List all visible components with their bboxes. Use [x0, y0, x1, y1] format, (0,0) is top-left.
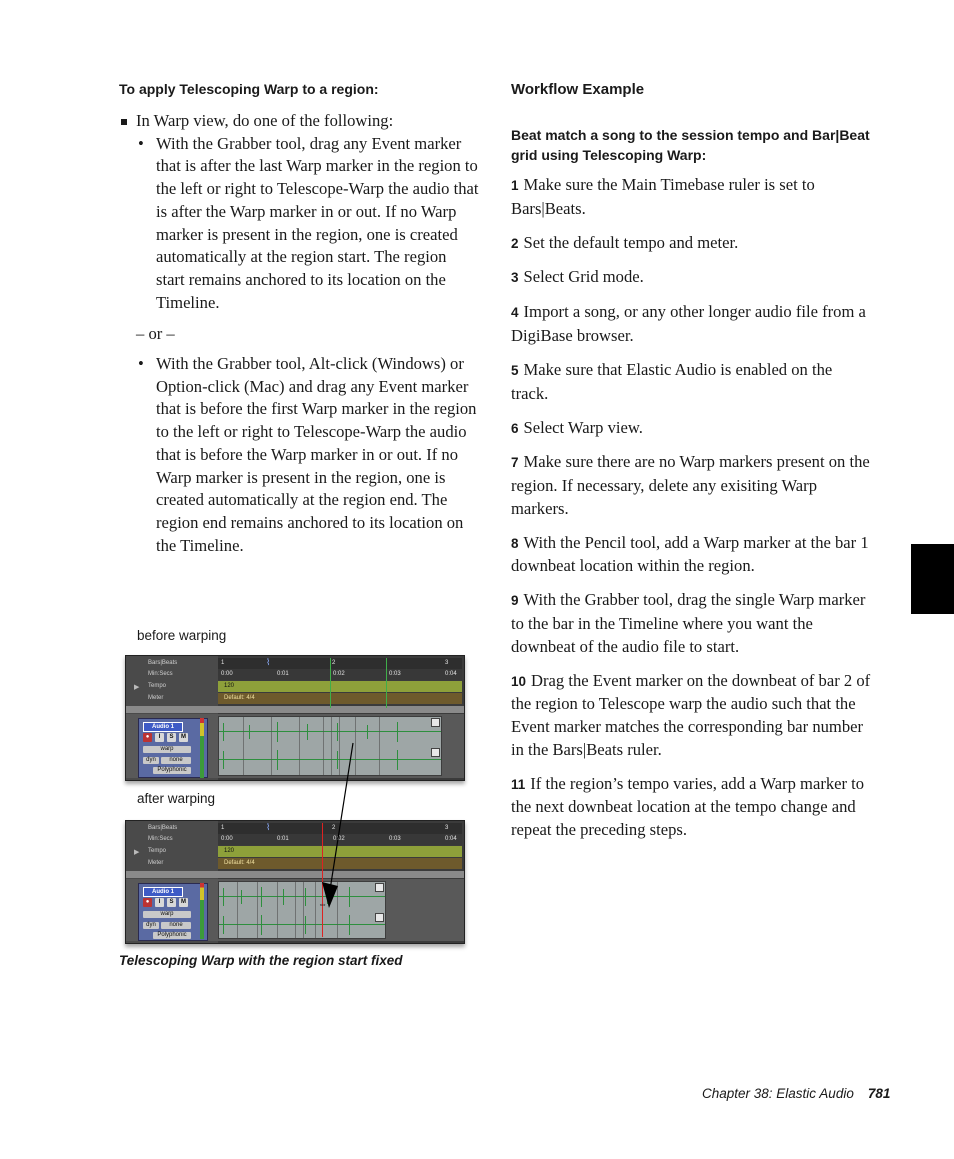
- transient: [223, 723, 224, 741]
- figure-caption: Telescoping Warp with the region start fixed: [119, 953, 403, 968]
- option-2: [119, 353, 479, 557]
- step-number: 11: [511, 776, 526, 792]
- step-7: [511, 451, 873, 520]
- event-marker[interactable]: [315, 882, 316, 938]
- transient: [305, 888, 306, 906]
- tempo-ruler: [218, 681, 462, 692]
- track-controls: [138, 883, 208, 941]
- solo-button[interactable]: S: [167, 733, 176, 742]
- workflow-heading: Workflow Example: [511, 81, 645, 98]
- step-8: [511, 532, 873, 578]
- step-number: 5: [511, 362, 519, 378]
- step-4: [511, 301, 873, 347]
- sec-tick: 0:04: [445, 836, 457, 842]
- region-corner-icon[interactable]: [431, 748, 440, 757]
- option-1: [119, 133, 479, 315]
- mute-button[interactable]: M: [181, 899, 186, 905]
- step-5: [511, 359, 873, 405]
- step-11: [511, 773, 873, 842]
- bullet-dot-icon: •: [138, 133, 144, 153]
- bar-tick: 3: [445, 660, 449, 666]
- grid-line: [330, 658, 331, 708]
- transient: [337, 723, 338, 741]
- step-text: Import a song, or any other longer audio file from a DigiBase browser.: [511, 302, 866, 346]
- bar-tick: 1: [221, 825, 225, 831]
- sec-tick: 0:03: [389, 836, 401, 842]
- ruler-label-bars: Bars|Beats: [148, 660, 178, 666]
- step-number: 2: [511, 235, 519, 251]
- step-number: 6: [511, 420, 519, 436]
- bars-ruler: [218, 658, 462, 669]
- workflow-steps: [511, 174, 873, 853]
- transient: [397, 722, 398, 742]
- ruler-label-meter: Meter: [148, 695, 164, 701]
- transient: [261, 915, 262, 935]
- footer-chapter: Chapter 38: Elastic Audio: [702, 1086, 854, 1101]
- audio-track: [126, 714, 464, 778]
- page-number: 781: [867, 1086, 891, 1101]
- dyn-selector[interactable]: dyn: [143, 757, 159, 764]
- track-name[interactable]: Audio 1: [143, 887, 183, 897]
- dyn-selector[interactable]: dyn: [143, 922, 159, 929]
- solo-button[interactable]: S: [167, 898, 176, 907]
- step-1: [511, 174, 873, 220]
- bar-tick: 1: [221, 660, 225, 666]
- step-10: [511, 670, 873, 762]
- ruler-label-tempo: Tempo: [148, 683, 167, 689]
- step-2: [511, 232, 873, 256]
- workflow-subheading: Beat match a song to the session tempo and Bar|Beat grid using Telescoping Warp:: [511, 127, 870, 163]
- input-button[interactable]: I: [155, 898, 164, 907]
- region-corner-icon[interactable]: [375, 883, 384, 892]
- waveform-top: [219, 896, 385, 897]
- step-text: Make sure there are no Warp markers present on the region. If necessary, delete any exisiting Warp markers.: [511, 452, 870, 518]
- level-meter: [200, 883, 204, 939]
- step-3: [511, 266, 873, 290]
- step-text: Drag the Event marker on the downbeat of bar 2 of the region to Telescope warp the audio such that the Event marker matches the corresponding bar number in the Bars|Beats ruler.: [511, 670, 871, 759]
- transient: [241, 890, 242, 904]
- divider-strip: [126, 706, 464, 713]
- sec-tick: 0:02: [333, 836, 345, 842]
- arrow-head-icon: [322, 882, 338, 908]
- step-text: With the Grabber tool, drag the single Warp marker to the bar in the Timeline where you want the downbeat of the audio file to start.: [511, 590, 866, 656]
- record-button[interactable]: ●: [143, 733, 152, 742]
- event-marker[interactable]: [271, 717, 272, 775]
- expand-triangle-icon[interactable]: ▶: [134, 849, 140, 856]
- chapter-thumb-tab: [911, 544, 954, 614]
- warp-marker-icon: ⌇: [266, 657, 271, 667]
- meter-value: Default: 4/4: [224, 860, 255, 866]
- transient: [223, 916, 224, 934]
- view-selector[interactable]: warp: [143, 746, 191, 753]
- sec-tick: 0:01: [277, 836, 289, 842]
- sec-tick: 0:01: [277, 671, 289, 677]
- screenshot-before: [125, 655, 465, 781]
- bullet-intro: [119, 110, 479, 133]
- sec-tick: 0:00: [221, 671, 233, 677]
- audio-track: [126, 879, 464, 941]
- tempo-value: 120: [224, 683, 235, 689]
- transient: [283, 889, 284, 905]
- procedure-body: [119, 110, 479, 557]
- step-text: Make sure the Main Timebase ruler is set to Bars|Beats.: [511, 175, 815, 218]
- transient: [397, 750, 398, 770]
- bar-tick: 3: [445, 825, 449, 831]
- meter-value: Default: 4/4: [224, 695, 255, 701]
- bar-tick: 2: [332, 660, 336, 666]
- waveform-bottom: [219, 924, 385, 925]
- bullet-dot-icon: •: [138, 354, 144, 374]
- region-corner-icon[interactable]: [431, 718, 440, 727]
- ruler-label-tempo: Tempo: [148, 848, 167, 854]
- ruler-label-bars: Bars|Beats: [148, 825, 178, 831]
- step-9: [511, 589, 873, 658]
- transient: [277, 750, 278, 770]
- sec-tick: 0:03: [389, 671, 401, 677]
- transient: [223, 751, 224, 769]
- event-marker[interactable]: [277, 882, 278, 938]
- page-footer: [702, 1086, 890, 1101]
- audio-region[interactable]: [218, 881, 386, 939]
- option-2-text: With the Grabber tool, Alt-click (Windows) or Option-click (Mac) and drag any Event marker that is before the first Warp marker in the region to the left or right to Telescope-Warp the audio that is before the Warp marker in or out. If no Warp marker is present in the region, one is created automatically at the region end. The region end remains anchored to its location on the Timeline.: [156, 354, 477, 555]
- transient: [261, 887, 262, 907]
- track-controls: [138, 718, 208, 778]
- step-number: 8: [511, 535, 519, 551]
- meter-ruler: [218, 693, 462, 704]
- step-number: 4: [511, 305, 519, 321]
- sec-tick: 0:04: [445, 671, 457, 677]
- drag-arrow: [318, 740, 358, 910]
- transient: [349, 915, 350, 935]
- transient: [249, 725, 250, 739]
- step-number: 3: [511, 270, 519, 286]
- step-text: With the Pencil tool, add a Warp marker at the bar 1 downbeat location within the region.: [511, 532, 869, 576]
- bullet-intro-text: In Warp view, do one of the following:: [136, 111, 394, 130]
- dyn-value[interactable]: none: [161, 757, 191, 764]
- event-marker[interactable]: [257, 882, 258, 938]
- label-after-warping: after warping: [137, 791, 216, 806]
- level-meter: [200, 718, 204, 778]
- step-text: If the region’s tempo varies, add a Warp marker to the next downbeat location at the tempo change and repeat the preceding steps.: [511, 773, 865, 840]
- event-marker[interactable]: [303, 882, 304, 938]
- minsecs-ruler: [218, 669, 462, 680]
- transient: [305, 916, 306, 934]
- event-marker[interactable]: [237, 882, 238, 938]
- track-name[interactable]: Audio 1: [143, 722, 183, 732]
- view-selector[interactable]: warp: [143, 911, 191, 918]
- step-number: 10: [511, 673, 527, 689]
- step-text: Select Grid mode.: [523, 267, 644, 287]
- or-separator: – or –: [136, 324, 175, 344]
- option-1-text: With the Grabber tool, drag any Event marker that is after the last Warp marker in the region to the left or right to Telescope-Warp the audio that is after the Warp marker in or out. If no Warp marker is present in the region, one is created automatically at the region start. The region start remains anchored to its location on the Timeline.: [156, 133, 479, 312]
- procedure-heading: To apply Telescoping Warp to a region:: [119, 81, 379, 97]
- ruler-label-min: Min:Secs: [148, 671, 173, 677]
- event-marker[interactable]: [243, 717, 244, 775]
- arrow-shaft: [330, 743, 353, 890]
- region-corner-icon[interactable]: [375, 913, 384, 922]
- screenshot-after: [125, 820, 465, 944]
- dyn-value[interactable]: none: [161, 922, 191, 929]
- elastic-plugin-selector[interactable]: Polyphonic: [153, 932, 191, 939]
- step-number: 9: [511, 593, 519, 609]
- step-number: 7: [511, 455, 519, 471]
- input-button[interactable]: I: [155, 733, 164, 742]
- step-text: Select Warp view.: [523, 417, 643, 437]
- ruler-label-meter: Meter: [148, 860, 164, 866]
- step-6: [511, 417, 873, 441]
- step-number: 1: [511, 178, 519, 193]
- label-before-warping: before warping: [137, 628, 227, 643]
- waveform-top: [219, 731, 441, 732]
- square-bullet-icon: [121, 119, 127, 125]
- sec-tick: 0:02: [333, 671, 345, 677]
- transient: [277, 722, 278, 742]
- grid-line: [386, 658, 387, 708]
- event-marker[interactable]: [379, 717, 380, 775]
- tempo-value: 120: [224, 848, 235, 854]
- warp-marker-icon: ⌇: [266, 822, 271, 832]
- grabber-cursor-icon: ⇔: [318, 899, 327, 909]
- transient: [223, 888, 224, 906]
- divider-strip: [126, 871, 464, 878]
- transient: [367, 725, 368, 739]
- record-button[interactable]: ●: [143, 898, 152, 907]
- step-text: Make sure that Elastic Audio is enabled on the track.: [511, 359, 833, 403]
- mute-button[interactable]: M: [181, 734, 186, 740]
- bar-tick: 2: [332, 825, 336, 831]
- transient: [307, 724, 308, 740]
- expand-triangle-icon[interactable]: ▶: [134, 684, 140, 691]
- step-text: Set the default tempo and meter.: [523, 232, 739, 252]
- sec-tick: 0:00: [221, 836, 233, 842]
- elastic-plugin-selector[interactable]: Polyphonic: [153, 767, 191, 774]
- event-marker[interactable]: [295, 882, 296, 938]
- event-marker[interactable]: [299, 717, 300, 775]
- ruler-label-min: Min:Secs: [148, 836, 173, 842]
